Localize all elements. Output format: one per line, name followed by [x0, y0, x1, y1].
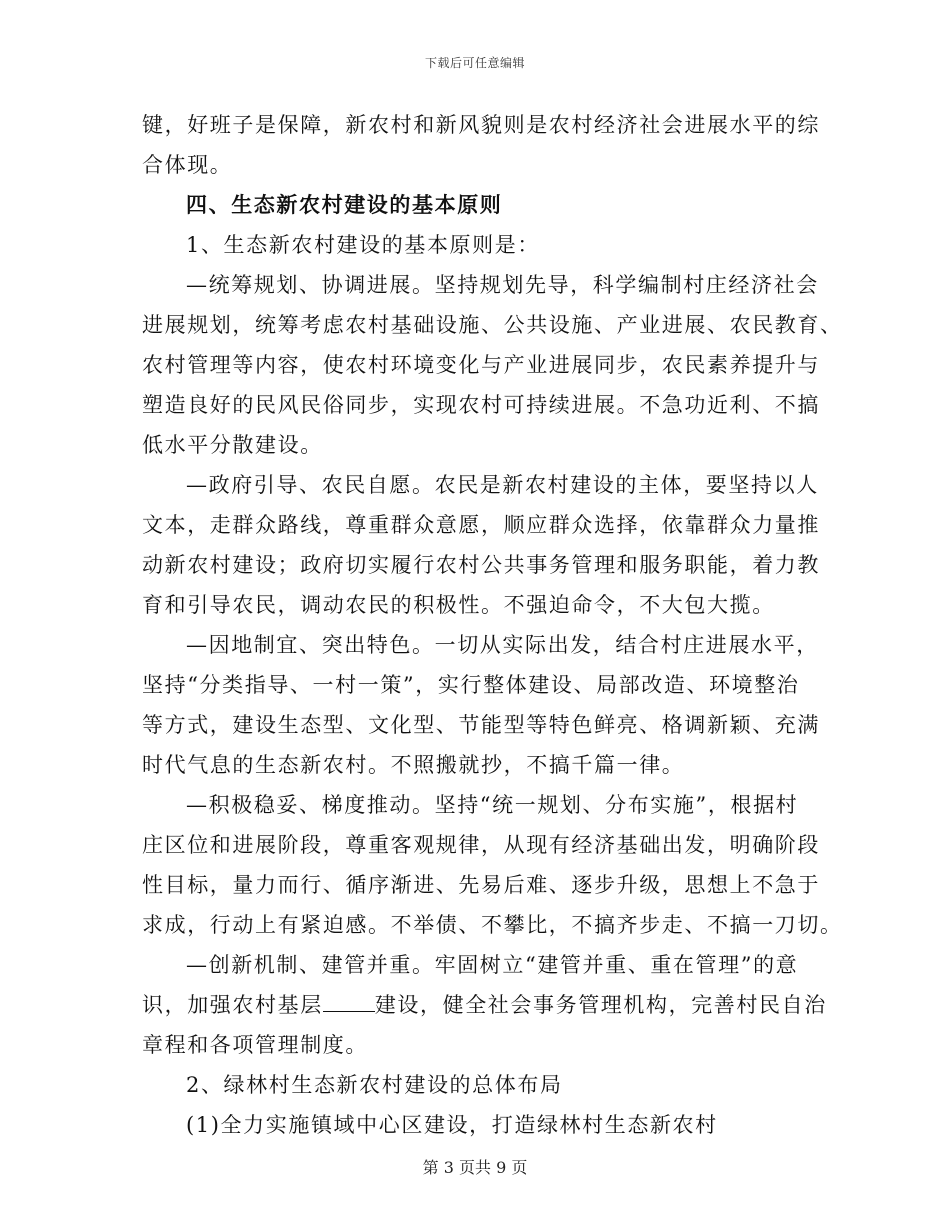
paragraph-line: 章程和各项管理制度。 — [142, 1033, 368, 1057]
page-header: 下载后可任意编辑 — [424, 56, 525, 70]
paragraph-line: 育和引导农民，调动农民的积极性。不强迫命令，不大包大揽。 — [142, 593, 775, 617]
page-footer: 第 3 页共 9 页 — [422, 1158, 528, 1177]
line-segment: 识，加强农村基层 — [142, 993, 323, 1017]
blank-underline — [323, 993, 375, 1012]
paragraph-line: 进展规划，统筹考虑农村基础设施、公共设施、产业进展、农民教育、 — [142, 313, 843, 337]
subsection-heading: (1)全力实施镇域中心区建设，打造绿林村生态新农村 — [186, 1113, 718, 1137]
document-body — [142, 105, 843, 1145]
subsection-heading: 1、生态新农村建设的基本原则是： — [186, 233, 540, 257]
paragraph-line: —因地制宜、突出特色。一切从实际出发，结合村庄进展水平， — [186, 633, 819, 657]
paragraph-line: —统筹规划、协调进展。坚持规划先导，科学编制村庄经济社会 — [186, 273, 819, 297]
section-heading: 四、生态新农村建设的基本原则 — [186, 192, 503, 217]
paragraph-line: —创新机制、建管并重。牢固树立“建管并重、重在管理”的意 — [186, 953, 799, 977]
paragraph-line: 时代气息的生态新农村。不照搬就抄，不搞千篇一律。 — [142, 753, 685, 777]
paragraph-line: 塑造良好的民风民俗同步，实现农村可持续进展。不急功近利、不搞 — [142, 393, 820, 417]
paragraph-line: 低水平分散建设。 — [142, 433, 323, 457]
paragraph-line: 农村管理等内容，使农村环境变化与产业进展同步，农民素养提升与 — [142, 353, 820, 377]
paragraph-line: 合体现。 — [142, 153, 233, 177]
paragraph-line: 性目标，量力而行、循序渐进、先易后难、逐步升级，思想上不急于 — [142, 873, 820, 897]
paragraph-line — [142, 985, 827, 1025]
paragraph-line: 等方式，建设生态型、文化型、节能型等特色鲜亮、格调新颖、充满 — [142, 713, 820, 737]
subsection-heading: 2、绿林村生态新农村建设的总体布局 — [186, 1073, 563, 1097]
paragraph-line: 文本，走群众路线，尊重群众意愿，顺应群众选择，依靠群众力量推 — [142, 513, 820, 537]
paragraph-line: 动新农村建设；政府切实履行农村公共事务管理和服务职能，着力教 — [142, 553, 820, 577]
paragraph-line: —政府引导、农民自愿。农民是新农村建设的主体，要坚持以人 — [186, 473, 819, 497]
paragraph-line: 求成，行动上有紧迫感。不举债、不攀比，不搞齐步走、不搞一刀切。 — [142, 913, 843, 937]
paragraph-line: 键，好班子是保障，新农村和新风貌则是农村经济社会进展水平的综 — [142, 113, 820, 137]
paragraph-line: 坚持“分类指导、一村一策”，实行整体建设、局部改造、环境整治 — [142, 673, 800, 697]
paragraph-line: 庄区位和进展阶段，尊重客观规律，从现有经济基础出发，明确阶段 — [142, 833, 820, 857]
paragraph-line: —积极稳妥、梯度推动。坚持“统一规划、分布实施”，根据村 — [186, 793, 799, 817]
line-segment: 建设，健全社会事务管理机构，完善村民自治 — [374, 993, 827, 1017]
